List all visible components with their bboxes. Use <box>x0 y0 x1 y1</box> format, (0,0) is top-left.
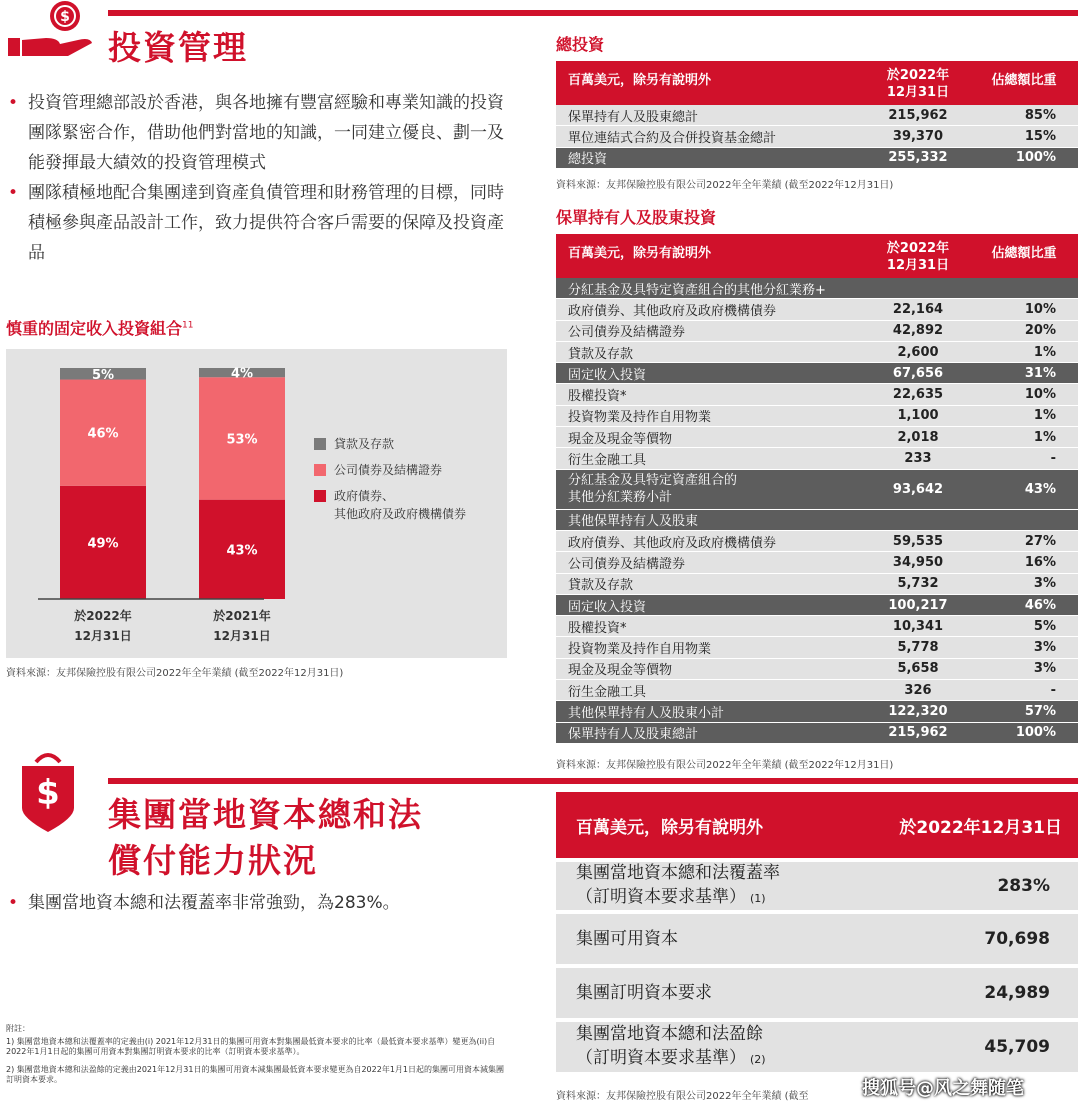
row-label: 投資物業及持作自用物業 <box>568 410 712 426</box>
solvency-row-basis: （訂明資本要求基準） <box>576 887 746 907</box>
table-row <box>556 342 1078 363</box>
header-date-line2: 12月31日 <box>886 85 950 100</box>
row-label: 公司債券及結構證券 <box>568 556 686 572</box>
row-label: 公司債券及結構證券 <box>568 325 686 341</box>
table-row <box>556 278 1078 299</box>
chart-legend <box>314 435 504 531</box>
policyholder-heading: 保單持有人及股東投資 <box>556 208 717 227</box>
header-date <box>866 61 970 105</box>
category-label: 於2021年 <box>213 609 271 623</box>
row-value: 42,892 <box>892 323 944 339</box>
row-share: 10% <box>1024 301 1056 317</box>
category-label: 於2022年 <box>74 609 132 623</box>
solvency-title-line2: 償付能力狀況 <box>108 841 318 880</box>
row-label-line: 分紅基金及具特定資產組合的 <box>568 473 738 489</box>
row-share: 3% <box>1033 640 1056 656</box>
row-share: 1% <box>1033 344 1056 360</box>
table-row <box>556 427 1078 448</box>
row-value: 39,370 <box>892 128 944 144</box>
row-value: 5,778 <box>897 640 939 656</box>
solvency-row <box>556 968 1078 1018</box>
solvency-row-value: 45,709 <box>984 1037 1050 1057</box>
table-row <box>556 470 1078 510</box>
row-share: 57% <box>1024 703 1056 719</box>
row-value: 5,658 <box>897 661 939 677</box>
row-label: 股權投資* <box>568 620 627 636</box>
footnote-2: 2) 集團當地資本總和法盈餘的定義由2021年12月31日的集團可用資本減集團最低資本要求變更為自2022年1月1日起的集團可用資本減集團訂明資本要求。 <box>6 1065 505 1084</box>
legend-label-line: 公司債券及結構證券 <box>334 463 443 477</box>
solvency-row <box>556 1022 1078 1072</box>
row-label: 現金及現金等價物 <box>568 431 673 447</box>
bar-data-label: 46% <box>87 426 119 442</box>
solvency-row-basis: （訂明資本要求基準） <box>576 1048 746 1068</box>
row-value: 215,962 <box>888 725 948 741</box>
row-share: - <box>1050 682 1056 698</box>
table-row <box>556 126 1078 147</box>
row-label: 總投資 <box>568 152 608 168</box>
row-value: 34,950 <box>892 554 944 570</box>
legend-swatch <box>314 490 326 502</box>
solvency-row-label <box>556 927 888 951</box>
solvency-bullet: • 集團當地資本總和法覆蓋率非常強勁，為283%。 <box>6 888 516 918</box>
table-row <box>556 448 1078 469</box>
legend-swatch <box>314 464 326 476</box>
row-value: 215,962 <box>888 107 948 123</box>
row-value: 22,164 <box>892 301 944 317</box>
svg-text:$: $ <box>60 9 70 25</box>
solvency-row <box>556 914 1078 964</box>
solvency-header-unit: 百萬美元，除另有說明外 <box>576 817 763 838</box>
header-unit: 百萬美元，除另有說明外 <box>568 73 712 88</box>
row-share: 27% <box>1024 533 1056 549</box>
row-label: 現金及現金等價物 <box>568 663 673 679</box>
investment-bullet-2: • 團隊積極地配合集團達到資產負債管理和財務管理的目標，同時積極參與產品設計工作，致力提供符合客戶需要的保障及投資產品 <box>6 178 516 268</box>
solvency-row-value: 70,698 <box>984 929 1050 949</box>
table-row <box>556 552 1078 573</box>
row-share: 16% <box>1024 554 1056 570</box>
row-value: 5,732 <box>897 576 939 592</box>
legend-label <box>334 487 466 523</box>
solvency-row-label-line2 <box>576 885 888 911</box>
table-row <box>556 616 1078 637</box>
legend-label <box>334 435 394 453</box>
solvency-row-label-line2 <box>576 1046 888 1072</box>
solvency-row-label <box>556 861 888 911</box>
solvency-row-label <box>556 1022 888 1072</box>
row-label-line: 其他分紅業務小計 <box>568 490 673 506</box>
row-label: 保單持有人及股東總計 <box>568 727 699 743</box>
policyholder-source: 資料來源：友邦保險控股有限公司2022年全年業績 (截至2022年12月31日) <box>556 760 894 771</box>
row-label: 保單持有人及股東總計 <box>568 109 699 125</box>
row-label: 投資物業及持作自用物業 <box>568 642 712 658</box>
row-share: 31% <box>1024 365 1056 381</box>
table-row <box>556 531 1078 552</box>
money-hand-icon <box>6 0 100 62</box>
row-label: 衍生金融工具 <box>568 453 647 469</box>
table-row <box>556 321 1078 342</box>
row-value: 2,018 <box>897 429 939 445</box>
chart-heading-text: 慎重的固定收入投資組合 <box>6 319 183 338</box>
row-value: 326 <box>904 682 932 698</box>
bar-data-label: 43% <box>226 543 258 559</box>
row-share: 85% <box>1024 107 1056 123</box>
row-value: 233 <box>904 451 932 467</box>
chart-source: 資料來源：友邦保險控股有限公司2022年全年業績 (截至2022年12月31日) <box>6 668 344 679</box>
solvency-rows <box>556 862 1078 1072</box>
table-row <box>556 148 1078 169</box>
table-row <box>556 384 1078 405</box>
row-share: 20% <box>1024 323 1056 339</box>
table-row <box>556 659 1078 680</box>
row-value: 93,642 <box>892 481 944 497</box>
total-investment-table <box>556 61 1078 169</box>
row-value: 10,341 <box>892 618 944 634</box>
solvency-header <box>556 792 1078 858</box>
header-share: 佔總額比重 <box>991 73 1057 88</box>
row-label: 政府債券、其他政府及政府機構債券 <box>568 303 777 319</box>
legend-label-line: 政府債券、 <box>334 489 395 503</box>
solvency-title <box>108 792 423 884</box>
solvency-row-label-line1: 集團當地資本總和法覆蓋率 <box>576 863 780 883</box>
row-share: 5% <box>1033 618 1056 634</box>
row-label: 貸款及存款 <box>568 346 634 362</box>
solvency-row-note-ref: (2) <box>750 1053 766 1066</box>
svg-text:$: $ <box>36 773 60 813</box>
row-share: 10% <box>1024 387 1056 403</box>
header-share: 佔總額比重 <box>991 246 1057 261</box>
row-label: 股權投資* <box>568 389 627 405</box>
table-row <box>556 680 1078 701</box>
category-label: 12月31日 <box>213 629 271 643</box>
solvency-title-line1: 集團當地資本總和法 <box>108 795 423 834</box>
header-unit: 百萬美元，除另有說明外 <box>568 246 712 261</box>
header-date-line1: 於2022年 <box>886 241 950 256</box>
legend-item <box>314 461 504 479</box>
solvency-row-value: 24,989 <box>984 983 1050 1003</box>
row-share: 1% <box>1033 408 1056 424</box>
solvency-row-label <box>556 981 888 1005</box>
chart-panel <box>6 349 507 658</box>
header-date-line2: 12月31日 <box>886 258 950 273</box>
row-value: 255,332 <box>888 150 948 166</box>
row-share: 15% <box>1024 128 1056 144</box>
row-label: 貸款及存款 <box>568 578 634 594</box>
row-value: 100,217 <box>888 597 948 613</box>
total-investment-header <box>556 61 1078 105</box>
row-share: 3% <box>1033 576 1056 592</box>
footnotes-title: 附註： <box>6 1024 30 1033</box>
row-share: 46% <box>1024 597 1056 613</box>
table-row <box>556 701 1078 722</box>
legend-label-line: 貸款及存款 <box>334 437 395 451</box>
row-label: 固定收入投資 <box>568 599 647 615</box>
header-rule <box>108 10 1078 16</box>
solvency-row <box>556 862 1078 910</box>
row-label: 政府債券、其他政府及政府機構債券 <box>568 535 777 551</box>
investment-bullet-1: • 投資管理總部設於香港，與各地擁有豐富經驗和專業知識的投資團隊緊密合作，借助他們對當地的知識，一同建立優良、劃一及能發揮最大績效的投資管理模式 <box>6 88 516 178</box>
footnotes <box>6 1024 506 1085</box>
legend-swatch <box>314 438 326 450</box>
row-label: 單位連結式合約及合併投資基金總計 <box>568 130 777 146</box>
row-value: 59,535 <box>892 533 944 549</box>
row-value: 2,600 <box>897 344 939 360</box>
row-share: 100% <box>1015 150 1056 166</box>
legend-item <box>314 435 504 453</box>
row-label: 其他保單持有人及股東 <box>568 514 699 530</box>
solvency-row-note-ref: (1) <box>750 892 766 905</box>
header-date-line1: 於2022年 <box>886 68 950 83</box>
row-value: 67,656 <box>892 365 944 381</box>
bar-data-label: 49% <box>87 536 119 552</box>
solvency-table <box>556 792 1078 1072</box>
solvency-row-label-line1: 集團可用資本 <box>576 929 678 949</box>
watermark: 搜狐号@风之舞随笔 <box>862 1078 1024 1099</box>
row-share: - <box>1050 451 1056 467</box>
bar-data-label: 4% <box>230 366 254 382</box>
category-label: 12月31日 <box>74 629 132 643</box>
row-label: 固定收入投資 <box>568 367 647 383</box>
solvency-row-label-line1: 集團訂明資本要求 <box>576 983 712 1003</box>
row-label: 其他保單持有人及股東小計 <box>568 705 725 721</box>
bar-data-label: 5% <box>91 367 115 383</box>
row-value: 1,100 <box>897 408 939 424</box>
shield-dollar-icon <box>20 748 76 834</box>
header-date <box>866 234 970 278</box>
table-row <box>556 510 1078 531</box>
table-row <box>556 299 1078 320</box>
solvency-row-label-line1: 集團當地資本總和法盈餘 <box>576 1024 763 1044</box>
policyholder-rows <box>556 278 1078 744</box>
row-label <box>556 472 866 506</box>
total-investment-heading: 總投資 <box>556 35 605 54</box>
policyholder-header <box>556 234 1078 278</box>
table-row <box>556 363 1078 384</box>
table-row <box>556 406 1078 427</box>
solvency-rule <box>108 778 1078 784</box>
bar-data-label: 53% <box>226 432 258 448</box>
investment-bullets <box>6 88 516 268</box>
row-share: 1% <box>1033 429 1056 445</box>
chart-heading-sup: 11 <box>182 320 194 331</box>
table-row <box>556 595 1078 616</box>
table-row <box>556 105 1078 126</box>
solvency-row-value: 283% <box>997 876 1050 896</box>
row-share: 43% <box>1024 481 1056 497</box>
footnote-1: 1) 集團當地資本總和法覆蓋率的定義由(i) 2021年12月31日的集團可用資本對集團最低資本要求的比率（最低資本要求基準）變更為(ii)自2022年1月1日起的集團可用資本對集團訂明資本要求的比率（訂明資本要求基準）。 <box>6 1037 496 1056</box>
table-row <box>556 574 1078 595</box>
policyholder-table <box>556 234 1078 744</box>
solvency-header-date: 於2022年12月31日 <box>899 817 1062 838</box>
row-share: 100% <box>1015 725 1056 741</box>
row-value: 122,320 <box>888 703 948 719</box>
row-label: 衍生金融工具 <box>568 684 647 700</box>
row-share: 3% <box>1033 661 1056 677</box>
legend-item <box>314 487 504 523</box>
total-investment-source: 資料來源：友邦保險控股有限公司2022年全年業績 (截至2022年12月31日) <box>556 180 894 191</box>
total-investment-rows <box>556 105 1078 169</box>
table-row <box>556 723 1078 744</box>
legend-label-line: 其他政府及政府機構債券 <box>334 507 467 521</box>
row-value: 22,635 <box>892 387 944 403</box>
table-row <box>556 637 1078 658</box>
chart-heading <box>6 316 193 339</box>
investment-title: 投資管理 <box>108 28 248 67</box>
solvency-source: 資料來源：友邦保險控股有限公司2022年全年業績 (截至 <box>556 1091 809 1102</box>
legend-label <box>334 461 442 479</box>
row-label: 分紅基金及具特定資產組合的其他分紅業務+ <box>568 282 826 298</box>
